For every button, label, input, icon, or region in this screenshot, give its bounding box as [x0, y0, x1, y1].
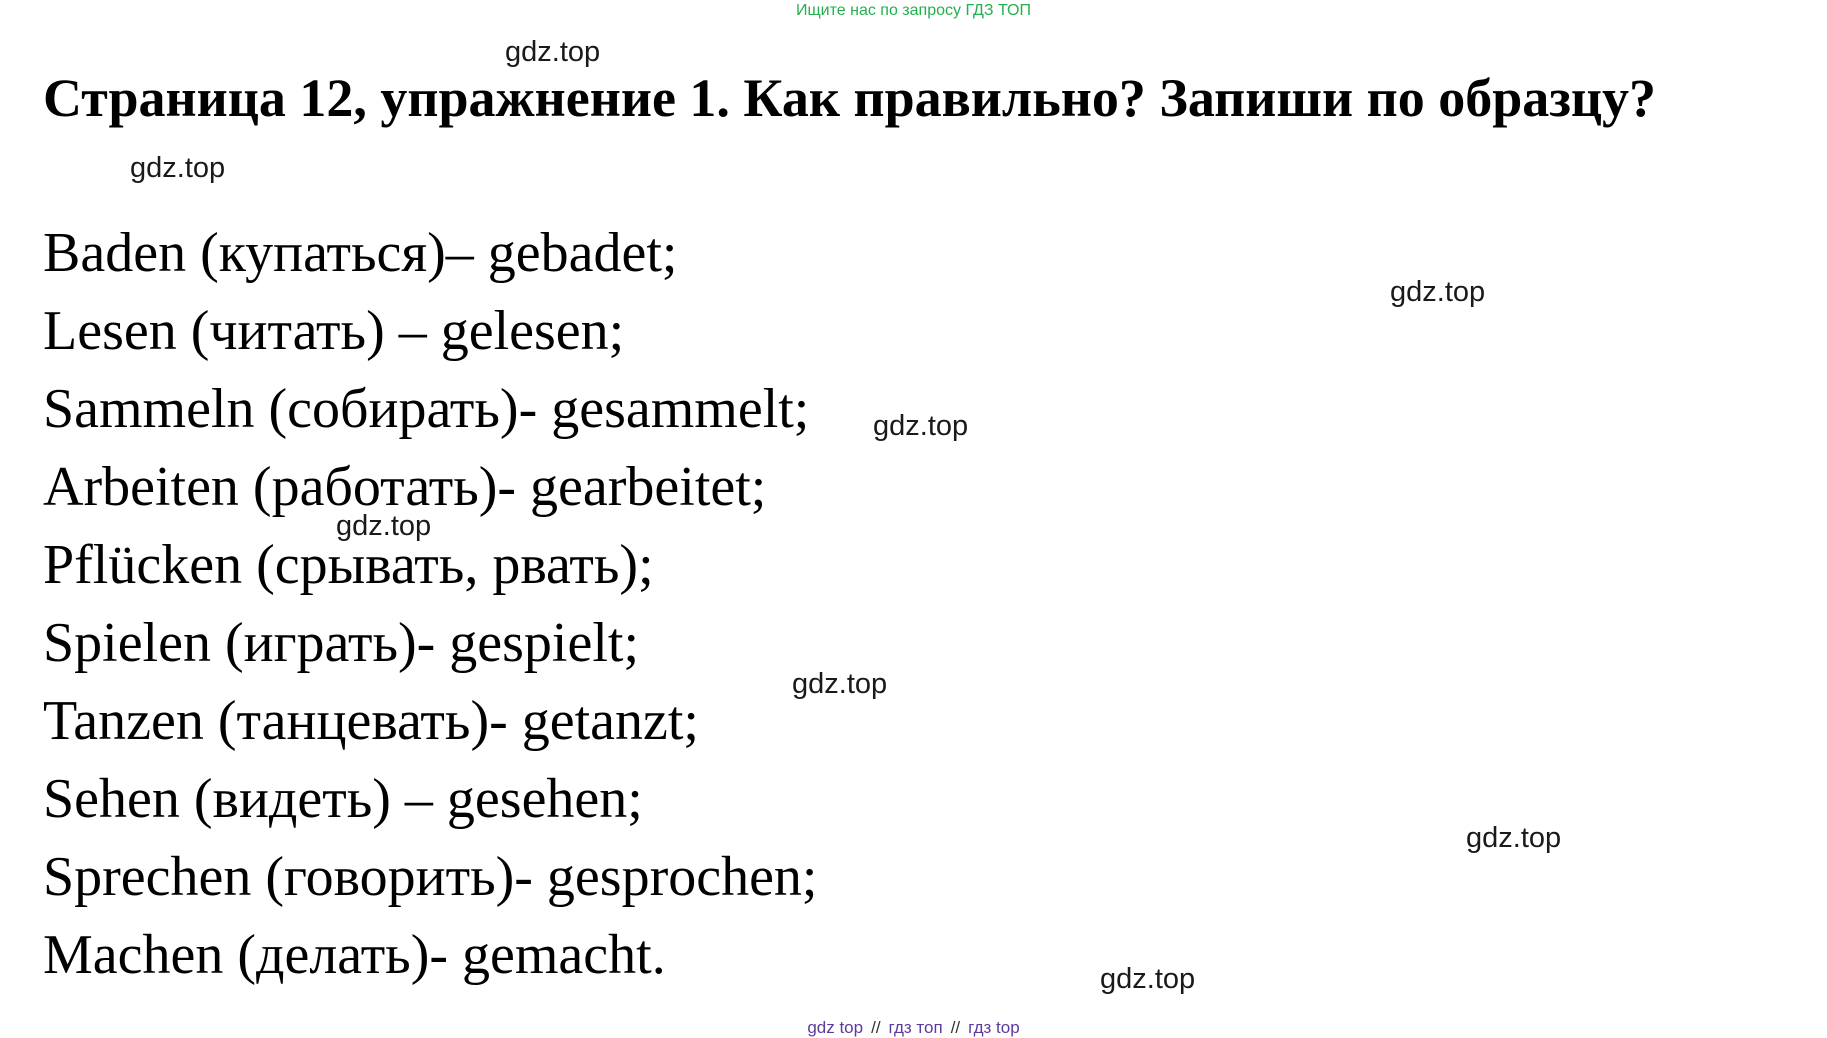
- watermark-text: gdz.top: [336, 510, 432, 542]
- footer-separator: //: [950, 1018, 961, 1037]
- top-banner: Ищите нас по запросу ГДЗ ТОП: [796, 2, 1031, 19]
- answer-line: Spielen (играть)- gespielt;: [43, 612, 640, 674]
- exercise-answer-list: [43, 214, 817, 994]
- footer-link-gdz-top-mixed[interactable]: гдз top: [968, 1018, 1020, 1037]
- answer-line: Sammeln (собирать)- gesammelt;: [43, 378, 810, 440]
- footer-links: [0, 1018, 1827, 1038]
- watermark-text: gdz.top: [873, 410, 969, 442]
- answer-line: Lesen (читать) – gelesen;: [43, 300, 625, 362]
- answer-line: Baden (купаться)– gebadet;: [43, 222, 678, 284]
- page-title: Страница 12, упражнение 1. Как правильно? Запиши по образцу?: [43, 68, 1657, 128]
- watermark-text: gdz.top: [130, 152, 226, 184]
- footer-link-gdz-top[interactable]: gdz top: [807, 1018, 864, 1037]
- watermark-text: gdz.top: [792, 668, 888, 700]
- answer-line: Sprechen (говорить)- gesprochen;: [43, 846, 818, 908]
- answer-line: Arbeiten (работать)- gearbeitet;: [43, 456, 767, 518]
- answer-line: Tanzen (танцевать)- getanzt;: [43, 690, 699, 752]
- watermark-text: gdz.top: [1466, 822, 1562, 854]
- watermark-text: gdz.top: [1390, 276, 1486, 308]
- answer-line: Pflücken (срывать, рвать);: [43, 534, 654, 596]
- footer-separator: //: [871, 1018, 881, 1037]
- watermark-text: gdz.top: [1100, 963, 1196, 995]
- answer-line: Sehen (видеть) – gesehen;: [43, 768, 643, 830]
- footer-link-gdz-top-ru[interactable]: гдз топ: [888, 1018, 943, 1037]
- watermark-text: gdz.top: [505, 36, 601, 68]
- answer-line: Machen (делать)- gemacht.: [43, 924, 666, 986]
